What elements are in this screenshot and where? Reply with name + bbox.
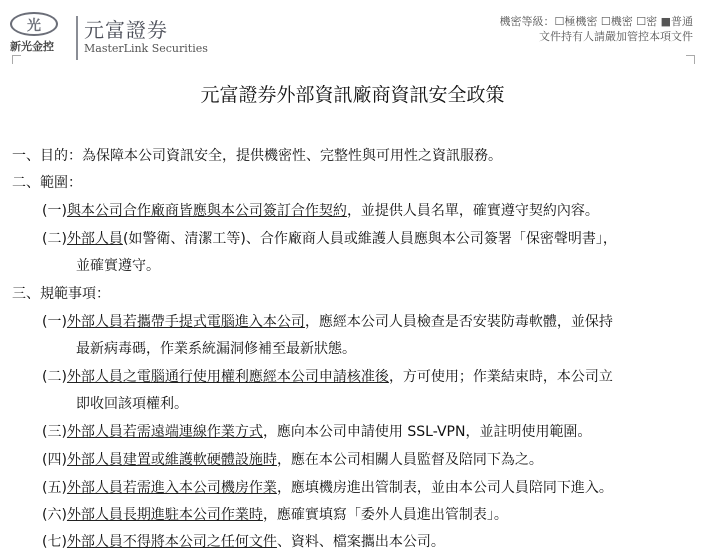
item-underlined-text: 外部人員 xyxy=(66,231,123,247)
item-underlined-text: 外部人員長期進駐本公司作業時 xyxy=(66,507,263,523)
section-label: 範圍： xyxy=(40,175,82,191)
section-1-purpose xyxy=(12,145,502,165)
section-label: 目的： xyxy=(40,148,82,164)
scope-item-2 xyxy=(42,228,617,248)
rule-item-4 xyxy=(42,449,543,469)
section-number: 二、 xyxy=(12,175,40,191)
scope-item-2-continuation: 並確實遵守。 xyxy=(76,258,160,274)
margin-corner-right xyxy=(686,55,695,64)
item-underlined-text: 與本公司合作廠商皆應與本公司簽訂合作契約 xyxy=(66,203,347,219)
item-text: ，應填機房進出管制表，並由本公司人員陪同下進入。 xyxy=(276,480,613,496)
rule-item-1-continuation: 最新病毒碼，作業系統漏洞修補至最新狀態。 xyxy=(76,341,356,357)
item-number: (一) xyxy=(42,314,67,330)
logo-company-name: 元富證券 xyxy=(84,18,168,42)
section-2-scope xyxy=(12,172,82,192)
item-underlined-text: 外部人員若需進入本公司機房作業 xyxy=(66,480,277,496)
item-text: ，並提供人員名單，確實遵守契約內容。 xyxy=(346,203,599,219)
document-title: 元富證券外部資訊廠商資訊安全政策 xyxy=(200,84,505,106)
item-underlined-text: 外部人員不得將本公司之任何文件 xyxy=(66,534,277,550)
section-label: 規範事項： xyxy=(40,286,110,302)
item-number: (四) xyxy=(42,452,67,468)
item-underlined-text: 外部人員若需遠端連線作業方式 xyxy=(66,424,263,440)
item-number: (一) xyxy=(42,203,67,219)
item-underlined-text: 外部人員之電腦通行使用權利應經本公司申請核准後 xyxy=(66,369,389,385)
classification-level: 機密等級：☐極機密 ☐機密 ☐密 ■普通 xyxy=(499,15,693,28)
holder-notice: 文件持有人請嚴加管控本項文件 xyxy=(539,30,693,43)
item-number: (六) xyxy=(42,507,67,523)
item-number: (二) xyxy=(42,369,67,385)
item-text: ，應確實填寫「委外人員進出管制表」。 xyxy=(262,507,508,523)
item-text: 、資料、檔案攜出本公司。 xyxy=(276,534,445,550)
logo-group-name: 新光金控 xyxy=(10,40,54,53)
item-text: ，應向本公司申請使用 SSL-VPN，並註明使用範圍。 xyxy=(262,424,592,440)
rule-item-3 xyxy=(42,421,591,441)
item-text: ，方可使用；作業結束時，本公司立 xyxy=(388,369,613,385)
item-number: (七) xyxy=(42,534,67,550)
logo-mark-glyph: 光 xyxy=(27,18,41,34)
section-text: 為保障本公司資訊安全，提供機密性、完整性與可用性之資訊服務。 xyxy=(82,148,502,164)
logo-english-name: MasterLink Securities xyxy=(84,42,208,55)
classification-block xyxy=(500,14,693,44)
rule-item-6 xyxy=(42,504,508,524)
rule-item-5 xyxy=(42,477,613,497)
rule-item-2 xyxy=(42,366,613,386)
margin-corner-left xyxy=(12,55,21,64)
rule-item-2-continuation: 即收回該項權利。 xyxy=(76,396,188,412)
item-text: ，應在本公司相關人員監督及陪同下為之。 xyxy=(276,452,543,468)
section-number: 一、 xyxy=(12,148,40,164)
rule-item-7 xyxy=(42,531,445,551)
item-number: (三) xyxy=(42,424,67,440)
item-underlined-text: 外部人員建置或維護軟硬體設施時 xyxy=(66,452,277,468)
item-number: (五) xyxy=(42,480,67,496)
section-number: 三、 xyxy=(12,286,40,302)
item-number: (二) xyxy=(42,231,67,247)
item-text: ，應經本公司人員檢查是否安裝防毒軟體，並保持 xyxy=(304,314,613,330)
logo-divider xyxy=(76,16,78,60)
section-3-rules xyxy=(12,283,110,303)
item-text: (如警衛、清潔工等)、合作廠商人員或維護人員應與本公司簽署「保密聲明書」， xyxy=(122,231,617,247)
scope-item-1 xyxy=(42,200,599,220)
rule-item-1 xyxy=(42,311,613,331)
logo-mark xyxy=(10,12,58,36)
item-underlined-text: 外部人員若攜帶手提式電腦進入本公司 xyxy=(66,314,305,330)
